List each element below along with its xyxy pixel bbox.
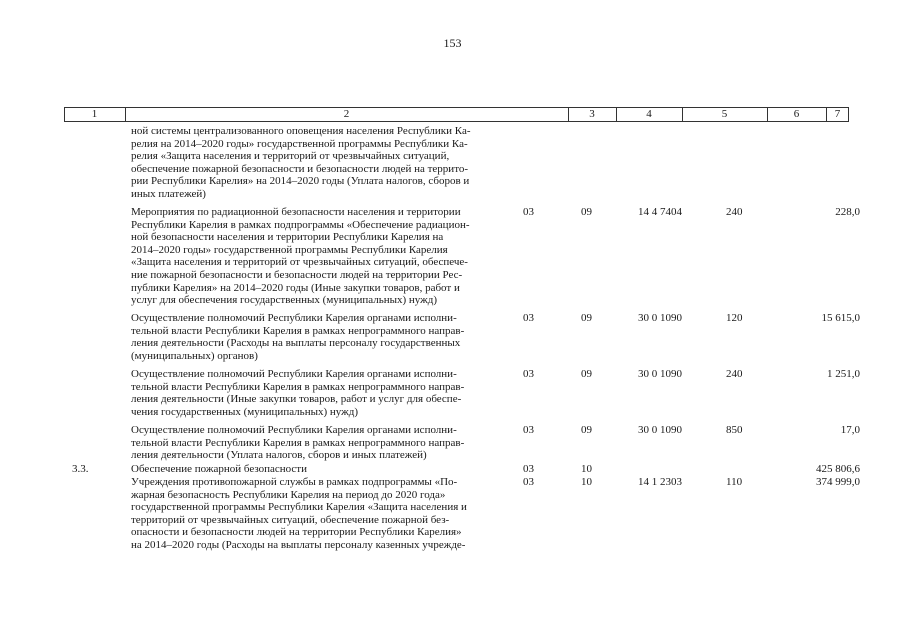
table-header xyxy=(64,107,849,122)
header-col-3: 3 xyxy=(589,108,595,120)
description-line: обеспечение пожарной безопасности и безопасности людей на террито- xyxy=(131,162,469,175)
row-description xyxy=(131,463,506,476)
description-line: Осуществление полномочий Республики Карелия органами исполни- xyxy=(131,312,457,324)
row-section-code: 03 xyxy=(523,424,534,436)
row-description xyxy=(131,312,506,362)
description-line: иных платежей) xyxy=(131,187,206,200)
row-amount: 1 251,0 xyxy=(827,368,860,380)
description-line: услуг для обеспечения государственных (муниципальных) нужд) xyxy=(131,294,437,307)
row-number: 3.3. xyxy=(72,463,89,475)
header-col-6: 6 xyxy=(793,108,800,120)
row-target-item: 14 1 2303 xyxy=(638,476,682,488)
description-line: ления деятельности (Иные закупки товаров, работ и услуг для обеспе- xyxy=(131,393,462,406)
row-subsection-code: 09 xyxy=(581,368,592,380)
description-line: Обеспечение пожарной безопасности xyxy=(131,463,308,475)
header-col-1: 1 xyxy=(91,108,98,120)
row-section-code: 03 xyxy=(523,312,534,324)
row-amount: 15 615,0 xyxy=(821,312,860,324)
row-expense-type: 850 xyxy=(726,424,743,436)
row-description xyxy=(131,206,506,307)
row-section-code: 03 xyxy=(523,368,534,380)
row-target-item: 30 0 1090 xyxy=(638,312,682,324)
row-subsection-code: 09 xyxy=(581,312,592,324)
row-section-code: 03 xyxy=(523,206,534,218)
row-expense-type: 240 xyxy=(726,206,743,218)
row-description xyxy=(131,125,506,201)
description-line: публики Карелия» на 2014–2020 годы (Иные закупки товаров, работ и xyxy=(131,281,460,294)
description-line: релия «Защита населения и территорий от чрезвычайных ситуаций, xyxy=(131,150,450,163)
description-line: жарная безопасность Республики Карелия на период до 2020 года» xyxy=(131,488,446,501)
header-col-5: 5 xyxy=(721,108,728,120)
row-target-item: 30 0 1090 xyxy=(638,368,682,380)
page-number: 153 xyxy=(443,36,462,50)
row-amount: 425 806,6 xyxy=(816,463,860,475)
description-line: ной системы централизованного оповещения населения Республики Ка- xyxy=(131,125,471,137)
description-line: тельной власти Республики Карелия в рамках непрограммного направ- xyxy=(131,324,465,337)
row-description xyxy=(131,476,506,552)
description-line: ления деятельности (Уплата налогов, сборов и иных платежей) xyxy=(131,449,427,462)
description-line: ной безопасности населения и территории Республики Карелия на xyxy=(131,231,444,244)
description-line: Мероприятия по радиационной безопасности населения и территории xyxy=(131,206,461,218)
description-line: «Защита населения и территорий от чрезвычайных ситуаций, обеспече- xyxy=(131,256,468,269)
description-line: чения государственных (муниципальных) нужд) xyxy=(131,405,358,418)
description-line: ления деятельности (Расходы на выплаты персоналу государственных xyxy=(131,337,461,350)
header-col-7: 7 xyxy=(834,108,841,120)
row-subsection-code: 09 xyxy=(581,206,592,218)
description-line: тельной власти Республики Карелия в рамках непрограммного направ- xyxy=(131,436,465,449)
row-subsection-code: 10 xyxy=(581,476,592,488)
row-description xyxy=(131,368,506,418)
description-line: опасности и безопасности людей на территории Республики Карелия» xyxy=(131,526,462,539)
row-amount: 228,0 xyxy=(835,206,860,218)
row-description xyxy=(131,424,506,462)
description-line: (муниципальных) органов) xyxy=(131,349,258,362)
row-amount: 374 999,0 xyxy=(816,476,860,488)
description-line: 2014–2020 годы» государственной программы Республики Карелия xyxy=(131,243,448,256)
description-line: Осуществление полномочий Республики Карелия органами исполни- xyxy=(131,368,457,380)
row-expense-type: 120 xyxy=(726,312,743,324)
row-section-code: 03 xyxy=(523,463,534,475)
row-amount: 17,0 xyxy=(840,424,860,436)
header-col-4: 4 xyxy=(646,108,652,120)
row-expense-type: 110 xyxy=(726,476,743,488)
row-section-code: 03 xyxy=(523,476,534,488)
description-line: государственной программы Республики Карелия «Защита населения и xyxy=(131,501,467,514)
description-line: Республики Карелия в рамках подпрограммы «Обеспечение радиацион- xyxy=(131,218,470,231)
description-line: ние пожарной безопасности и безопасности людей на территории Рес- xyxy=(131,268,463,281)
description-line: Осуществление полномочий Республики Карелия органами исполни- xyxy=(131,424,457,436)
row-expense-type: 240 xyxy=(726,368,743,380)
description-line: Учреждения противопожарной службы в рамках подпрограммы «По- xyxy=(131,476,458,488)
row-subsection-code: 09 xyxy=(581,424,592,436)
description-line: тельной власти Республики Карелия в рамках непрограммного направ- xyxy=(131,380,465,393)
row-target-item: 14 4 7404 xyxy=(638,206,682,218)
description-line: территорий от чрезвычайных ситуаций, обеспечение пожарной без- xyxy=(131,513,450,526)
description-line: на 2014–2020 годы (Расходы на выплаты персоналу казенных учрежде- xyxy=(131,538,466,551)
description-line: рии Республики Карелия» на 2014–2020 годы (Уплата налогов, сборов и xyxy=(131,175,470,188)
row-target-item: 30 0 1090 xyxy=(638,424,682,436)
header-col-2: 2 xyxy=(343,108,350,120)
row-subsection-code: 10 xyxy=(581,463,592,475)
description-line: релия на 2014–2020 годы» государственной программы Республики Ка- xyxy=(131,137,468,150)
